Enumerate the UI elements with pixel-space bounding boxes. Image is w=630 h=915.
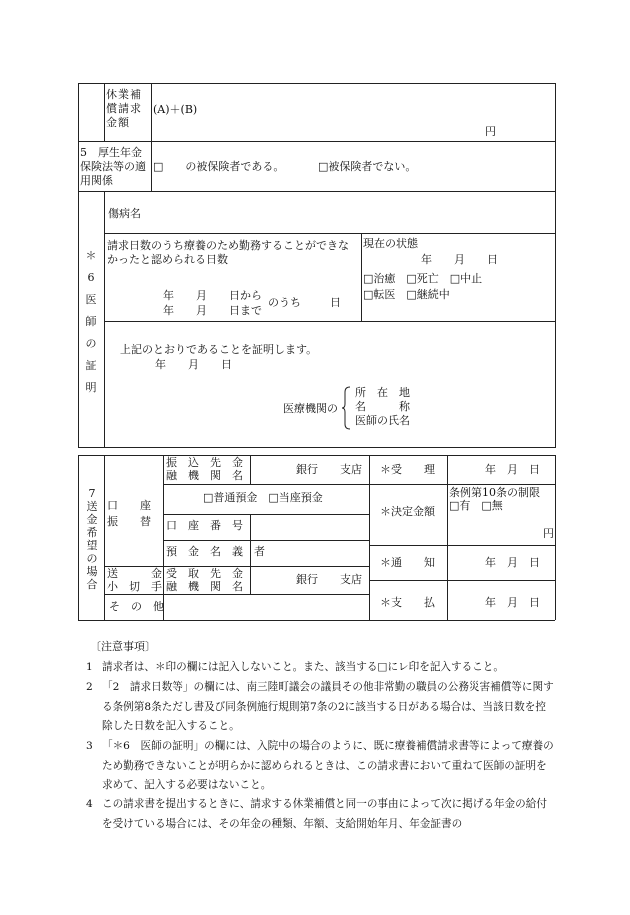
notice-date[interactable]: 年 月 日 bbox=[485, 556, 540, 569]
period-of-which: のうち bbox=[268, 296, 301, 309]
payment-date[interactable]: 年 月 日 bbox=[485, 596, 540, 609]
notice-label: ＊通 知 bbox=[380, 556, 435, 569]
period-to: 年 月 日まで bbox=[163, 304, 262, 317]
limit-label: 条例第10条の制限 bbox=[449, 486, 540, 499]
receipt-date[interactable]: 年 月 日 bbox=[485, 463, 540, 476]
current-status-label: 現在の状態 bbox=[363, 237, 418, 250]
unable-days-label: 請求日数のうち療養のため勤務することができなかったと認められる日数 bbox=[107, 239, 349, 266]
receiving-bank-value[interactable]: 銀行 支店 bbox=[296, 573, 362, 586]
transfer-bank-label-2: 融 機 関 名 bbox=[166, 469, 243, 482]
receipt-label: ＊受 理 bbox=[380, 463, 435, 476]
institution-name: 名 称 bbox=[355, 400, 410, 413]
decision-yen: 円 bbox=[543, 527, 554, 540]
claim-amount-formula: (A)＋(B) bbox=[153, 103, 198, 116]
check-label-1: 送 金 bbox=[107, 567, 162, 580]
status-options-row1[interactable]: □治癒 □死亡 □中止 bbox=[363, 272, 483, 285]
certify-text: 上記のとおりであることを証明します。 bbox=[120, 343, 318, 356]
receiving-bank-label-1: 受 取 先 金 bbox=[166, 567, 243, 580]
receiving-bank-label-2: 融 機 関 名 bbox=[166, 580, 243, 593]
current-status-date: 年 月 日 bbox=[421, 253, 498, 266]
payment-label: ＊支 払 bbox=[380, 596, 435, 609]
brace-icon bbox=[341, 386, 351, 430]
deposit-type-options[interactable]: □普通預金 □当座預金 bbox=[203, 491, 323, 504]
period-days-unit: 日 bbox=[330, 296, 341, 309]
limit-options[interactable]: □有 □無 bbox=[449, 499, 503, 512]
institution-doctor: 医師の氏名 bbox=[355, 414, 410, 427]
claim-amount-label: 休業補償請求金額 bbox=[106, 88, 142, 129]
transfer-bank-label-1: 振 込 先 金 bbox=[166, 456, 243, 469]
other-label: そ の 他 bbox=[109, 600, 164, 613]
pension-law-label: 5 厚生年金保険法等の適用関係 bbox=[80, 146, 146, 187]
doctor-certificate-side-label: ＊6医師の証明 bbox=[85, 249, 97, 394]
institution-address: 所 在 地 bbox=[355, 386, 410, 399]
note-item: 4 この請求書を提出するときに、請求する休業補償と同一の事由によって次に掲げる年金の給付を受けている場合には、その年金の種類、年額、支給開始年月、年金証書の bbox=[86, 798, 547, 830]
note-item: 3 「＊6 医師の証明」の欄には、入院中の場合のように、既に療養補償請求書等によって療養のため勤務できないことが明らかに認められるときは、この請求書において重ねて医師の証明を求めて、記入する必要はないこと。 bbox=[86, 740, 554, 791]
disease-name-label: 傷病名 bbox=[108, 207, 141, 220]
account-number-label: 口 座 番 号 bbox=[166, 519, 243, 532]
account-label: 口 座 bbox=[107, 499, 151, 512]
pension-insured-option[interactable]: □ の被保険者である。 bbox=[153, 160, 285, 173]
claim-amount-yen: 円 bbox=[485, 125, 496, 138]
note-item: 2 「2 請求日数等」の欄には、南三陸町議会の議員その他非常勤の職員の公務災害補償等に関する条例第8条ただし書及び同条例施行規則第7条の2に該当する日がある場合は、当該日数を控除した日数を記入すること。 bbox=[86, 681, 554, 732]
remittance-side-label: 7送金希望の場合 bbox=[86, 487, 98, 591]
pension-not-insured-option[interactable]: □被保険者でない。 bbox=[318, 160, 417, 173]
transfer-bank-value[interactable]: 銀行 支店 bbox=[296, 463, 362, 476]
certify-date: 年 月 日 bbox=[155, 358, 232, 371]
check-label-2: 小 切 手 bbox=[107, 580, 162, 593]
note-item: 1 請求者は、＊印の欄には記入しないこと。また、該当する□にレ印を記入すること。 bbox=[86, 661, 504, 673]
period-from: 年 月 日から bbox=[163, 289, 262, 302]
status-options-row2[interactable]: □転医 □継続中 bbox=[363, 288, 450, 301]
account-holder-label: 預 金 名 義 者 bbox=[166, 545, 265, 558]
notes-heading: 〔注意事項〕 bbox=[90, 640, 156, 653]
transfer-label: 振 替 bbox=[107, 515, 151, 528]
institution-prefix: 医療機関の bbox=[283, 402, 338, 415]
decision-amount-label: ＊決定金額 bbox=[380, 505, 435, 518]
